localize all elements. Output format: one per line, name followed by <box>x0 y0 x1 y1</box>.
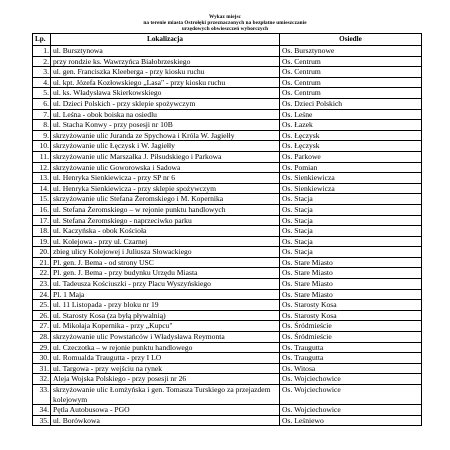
table-row <box>33 77 422 88</box>
table-row <box>33 289 422 300</box>
table-row <box>33 204 422 215</box>
row-location: ul. Mikołaja Kopernika - przy „Kupcu" <box>51 321 280 332</box>
row-location: ul. Czeczotka – w rejonie punktu handlowego <box>51 342 280 353</box>
row-number: 8. <box>33 120 51 131</box>
row-district: Os. Starosty Kosa <box>280 310 422 321</box>
row-number: 28. <box>33 332 51 343</box>
row-number: 20. <box>33 247 51 258</box>
row-district: Os. Stare Miasto <box>280 289 422 300</box>
row-location: ul. 11 Listopada - przy bloku nr 19 <box>51 300 280 311</box>
row-number: 26. <box>33 310 51 321</box>
row-district: Os. Centrum <box>280 56 422 67</box>
row-number: 12. <box>33 162 51 173</box>
row-location: Pl. gen. J. Bema - przy budynku Urzędu Miasta <box>51 268 280 279</box>
row-number: 27. <box>33 321 51 332</box>
row-location: ul. Borówkowa <box>51 415 280 426</box>
row-district: Os. Stacja <box>280 194 422 205</box>
row-location: ul. kpt. Józefa Kozłowskiego „Lasa" - przy kiosku ruchu <box>51 77 280 88</box>
row-district: Os. Dzieci Polskich <box>280 98 422 109</box>
table-body <box>33 46 422 426</box>
row-number: 23. <box>33 279 51 290</box>
row-location: skrzyżowanie ulic Łęczysk i W. Jagiełły <box>51 141 280 152</box>
row-location: ul. Tadeusza Kościuszki - przy Placu Wyszyńskiego <box>51 279 280 290</box>
table-row <box>33 332 422 343</box>
row-number: 32. <box>33 374 51 385</box>
document-title: Wykaz miejsc <box>209 14 241 20</box>
row-district: Os. Bursztynowe <box>280 46 422 57</box>
row-district: Os. Witosa <box>280 363 422 374</box>
row-district: Os. Śródmieście <box>280 321 422 332</box>
header-lp: Lp. <box>33 34 51 46</box>
row-district: Os. Stare Miasto <box>280 257 422 268</box>
table-row <box>33 109 422 120</box>
row-location: ul. ks. Władysława Skierkowskiego <box>51 88 280 99</box>
row-district: Os. Leśne <box>280 109 422 120</box>
row-location: przy rondzie ks. Wawrzyńca Białobrzeskiego <box>51 56 280 67</box>
row-location: ul. Stefana Żeromskiego – w rejonie punktu handlowych <box>51 204 280 215</box>
table-row <box>33 215 422 226</box>
table-row <box>33 67 422 78</box>
row-location: ul. Kolejowa - przy ul. Czarnej <box>51 236 280 247</box>
row-number: 34. <box>33 405 51 416</box>
row-location: skrzyżowanie ulic Juranda ze Spychowa i Króla W. Jagiełły <box>51 130 280 141</box>
row-number: 5. <box>33 88 51 99</box>
table-row <box>33 98 422 109</box>
row-district: Os. Traugutta <box>280 353 422 364</box>
table-row <box>33 300 422 311</box>
row-number: 11. <box>33 151 51 162</box>
row-district: Os. Leśniewo <box>280 415 422 426</box>
row-number: 6. <box>33 98 51 109</box>
table-row <box>33 363 422 374</box>
table-row <box>33 415 422 426</box>
row-location: ul. Henryka Sienkiewicza - przy sklepie spożywczym <box>51 183 280 194</box>
row-district: Os. Wojciechowice <box>280 374 422 385</box>
row-district: Os. Wojciechowice <box>280 405 422 416</box>
row-district: Os. Parkowe <box>280 151 422 162</box>
row-number: 18. <box>33 226 51 237</box>
row-number: 4. <box>33 77 51 88</box>
table-row <box>33 353 422 364</box>
table-row <box>33 56 422 67</box>
row-number: 3. <box>33 67 51 78</box>
table-row <box>33 120 422 131</box>
row-number: 13. <box>33 173 51 184</box>
table-row <box>33 247 422 258</box>
row-number: 16. <box>33 204 51 215</box>
row-district: Os. Łazek <box>280 120 422 131</box>
row-number: 31. <box>33 363 51 374</box>
table-row <box>33 162 422 173</box>
row-location: zbieg ulicy Kolejowej i Juliusza Słowackiego <box>51 247 280 258</box>
table-row <box>33 236 422 247</box>
row-number: 24. <box>33 289 51 300</box>
table-row <box>33 279 422 290</box>
document-subtitle: na terenie miasta Ostrołęki przeznaczonych na bezpłatne umieszczanie <box>143 20 307 26</box>
row-location: ul. Dzieci Polskich - przy sklepie spożywczym <box>51 98 280 109</box>
row-location: ul. Leśna - obok boiska na osiedlu <box>51 109 280 120</box>
row-district: Os. Stacja <box>280 204 422 215</box>
row-district: Os. Traugutta <box>280 342 422 353</box>
row-number: 33. <box>33 385 51 405</box>
table-row <box>33 46 422 57</box>
table-header-row <box>33 34 422 46</box>
row-district: Os. Centrum <box>280 67 422 78</box>
row-location: Pl. gen. J. Bema - od strony USC <box>51 257 280 268</box>
table-row <box>33 151 422 162</box>
table-row <box>33 257 422 268</box>
row-district: Os. Sienkiewicza <box>280 173 422 184</box>
table-row <box>33 321 422 332</box>
table-row <box>33 374 422 385</box>
row-district: Os. Stacja <box>280 247 422 258</box>
table-row <box>33 310 422 321</box>
row-location: Pl. 1 Maja <box>51 289 280 300</box>
row-location: ul. Romualda Traugutta - przy I LO <box>51 353 280 364</box>
table-row <box>33 226 422 237</box>
document-subtitle-2: urzędowych obwieszczeń wyborczych <box>181 26 269 32</box>
row-district: Os. Sienkiewicza <box>280 183 422 194</box>
row-location: skrzyżowanie ulic Goworowska i Sadowa <box>51 162 280 173</box>
row-location: Aleja Wojska Polskiego - przy posesji nr 26 <box>51 374 280 385</box>
row-location: ul. Kaczyńska - obok Kościoła <box>51 226 280 237</box>
table-row <box>33 405 422 416</box>
row-location: ul. Henryka Sienkiewicza - przy SP nr 6 <box>51 173 280 184</box>
row-district: Os. Łęczysk <box>280 141 422 152</box>
table-row <box>33 173 422 184</box>
row-number: 17. <box>33 215 51 226</box>
table-row <box>33 130 422 141</box>
row-location: Pętla Autobusowa - PGO <box>51 405 280 416</box>
row-number: 35. <box>33 415 51 426</box>
row-location: ul. gen. Franciszka Kleeberga - przy kiosku ruchu <box>51 67 280 78</box>
locations-table <box>32 33 422 426</box>
row-location: ul. Stefana Żeromskiego - naprzeciwko parku <box>51 215 280 226</box>
row-district: Os. Śródmieście <box>280 332 422 343</box>
row-location: ul. Stacha Konwy - przy posesji nr 10B <box>51 120 280 131</box>
row-number: 14. <box>33 183 51 194</box>
row-district: Os. Pomian <box>280 162 422 173</box>
table-row <box>33 183 422 194</box>
row-number: 1. <box>33 46 51 57</box>
row-number: 2. <box>33 56 51 67</box>
row-number: 25. <box>33 300 51 311</box>
row-district: Os. Stacja <box>280 215 422 226</box>
row-district: Os. Centrum <box>280 77 422 88</box>
row-district: Os. Starosty Kosa <box>280 300 422 311</box>
header-district: Osiedle <box>280 34 422 46</box>
row-district: Os. Stare Miasto <box>280 268 422 279</box>
row-number: 19. <box>33 236 51 247</box>
table-row <box>33 342 422 353</box>
row-location: ul. Starosty Kosa (za byłą pływalnią) <box>51 310 280 321</box>
row-district: Os. Łęczysk <box>280 130 422 141</box>
row-location: skrzyżowanie ulic Marszałka J. Piłsudskiego i Parkowa <box>51 151 280 162</box>
row-number: 9. <box>33 130 51 141</box>
row-district: Os. Wojciechowice <box>280 385 422 405</box>
table-row <box>33 268 422 279</box>
row-number: 29. <box>33 342 51 353</box>
row-number: 7. <box>33 109 51 120</box>
row-district: Os. Stacja <box>280 226 422 237</box>
row-number: 30. <box>33 353 51 364</box>
table-row <box>33 88 422 99</box>
row-number: 15. <box>33 194 51 205</box>
header-location: Lokalizacja <box>51 34 280 46</box>
row-location: ul. Bursztynowa <box>51 46 280 57</box>
row-district: Os. Centrum <box>280 88 422 99</box>
row-location: skrzyżowanie ulic Stefana Żeromskiego i M. Kopernika <box>51 194 280 205</box>
table-row <box>33 385 422 405</box>
table-row <box>33 141 422 152</box>
row-location: skrzyżowanie ulic Powstańców i Władysława Reymonta <box>51 332 280 343</box>
row-location: skrzyżowanie ulic Łomżyńska i gen. Tomasza Turskiego za przejazdem kolejowym <box>51 385 280 405</box>
row-location: ul. Targowa - przy wejściu na rynek <box>51 363 280 374</box>
table-row <box>33 194 422 205</box>
row-number: 21. <box>33 257 51 268</box>
row-number: 10. <box>33 141 51 152</box>
row-number: 22. <box>33 268 51 279</box>
row-district: Os. Stacja <box>280 236 422 247</box>
row-district: Os. Stare Miasto <box>280 279 422 290</box>
